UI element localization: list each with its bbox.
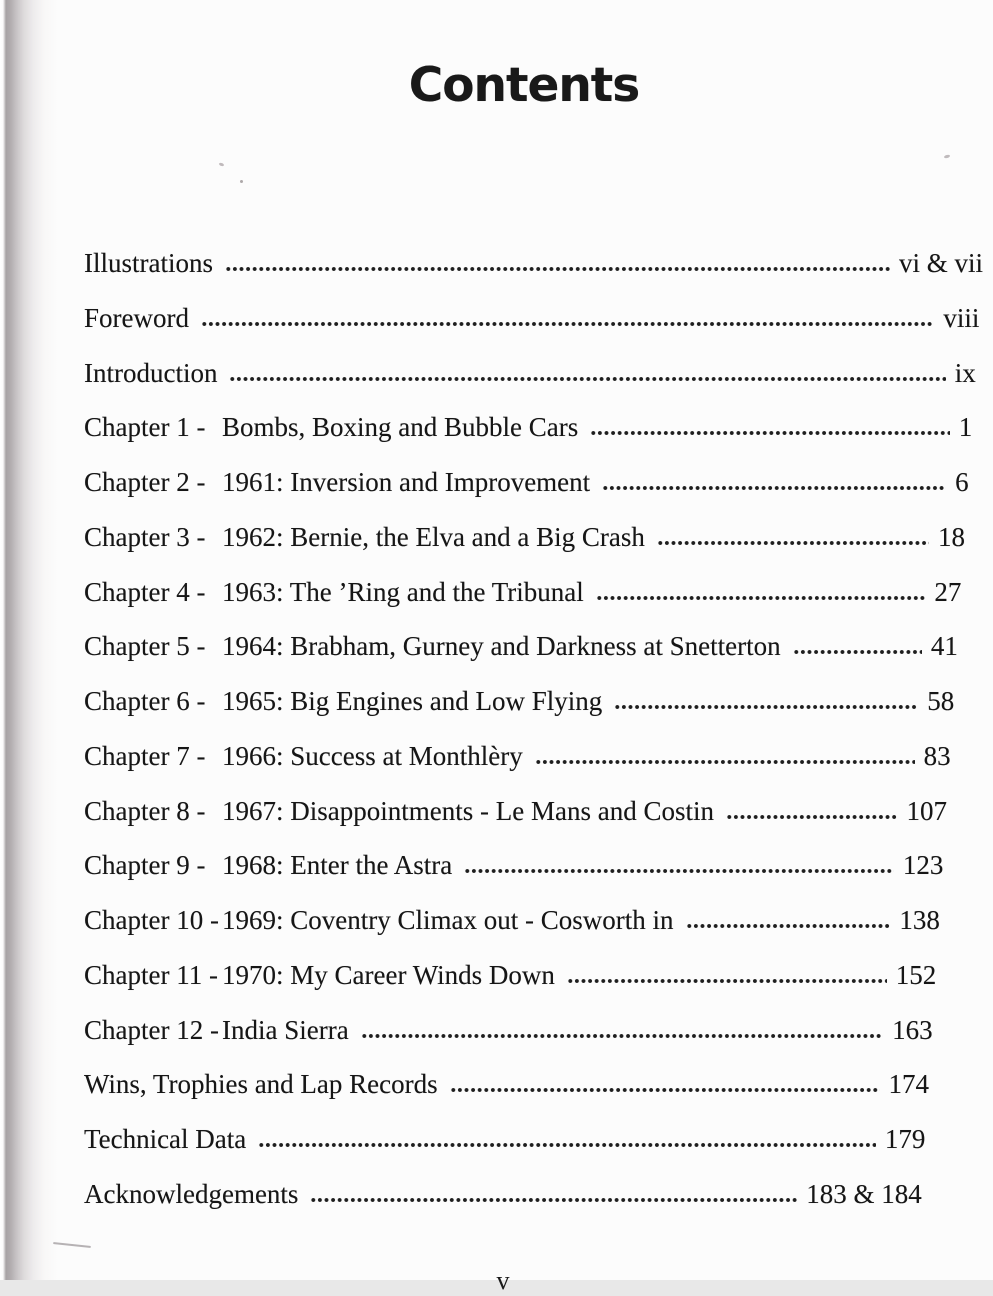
toc-entry bbox=[84, 410, 983, 444]
toc-entry-title: 1963: The ’Ring and the Tribunal bbox=[222, 576, 584, 607]
dot-leader bbox=[590, 415, 949, 436]
dot-leader bbox=[535, 744, 915, 765]
toc-entry bbox=[84, 301, 983, 335]
toc-entry-title: Bombs, Boxing and Bubble Cars bbox=[222, 412, 579, 443]
dot-leader bbox=[614, 689, 918, 710]
toc-entry-title: Technical Data bbox=[84, 1124, 247, 1154]
toc-entry-page: 183 & 184 bbox=[806, 1178, 922, 1209]
table-of-contents bbox=[84, 246, 983, 1211]
dot-leader bbox=[657, 525, 929, 546]
toc-entry bbox=[84, 246, 983, 280]
dot-leader bbox=[602, 470, 946, 491]
toc-entry-title: Acknowledgements bbox=[84, 1178, 299, 1209]
toc-entry bbox=[84, 684, 983, 718]
toc-entry-title: 1961: Inversion and Improvement bbox=[222, 467, 591, 497]
toc-entry bbox=[84, 848, 983, 882]
toc-entry-page: 123 bbox=[902, 850, 944, 881]
page-edge-shadow bbox=[0, 0, 58, 1280]
toc-entry-title: 1969: Coventry Climax out - Cosworth in bbox=[222, 905, 674, 935]
toc-entry-title: India Sierra bbox=[222, 1014, 349, 1045]
toc-entry-page: 58 bbox=[927, 686, 955, 716]
scan-speck bbox=[944, 154, 951, 158]
toc-entry-title: 1967: Disappointments - Le Mans and Costin bbox=[222, 795, 714, 826]
toc-entry-title: Wins, Trophies and Lap Records bbox=[84, 1069, 438, 1100]
toc-entry bbox=[84, 1122, 983, 1156]
toc-entry-title: Introduction bbox=[84, 357, 218, 388]
toc-entry-prefix: Chapter 5 - bbox=[84, 631, 206, 662]
dot-leader bbox=[464, 853, 894, 874]
toc-entry-page: 18 bbox=[938, 521, 965, 552]
dot-leader bbox=[258, 1127, 876, 1148]
toc-entry-page: 179 bbox=[884, 1124, 926, 1154]
toc-entry-prefix: Chapter 8 - bbox=[84, 795, 206, 826]
toc-entry bbox=[84, 1067, 983, 1101]
toc-entry bbox=[84, 465, 983, 499]
dot-leader bbox=[567, 963, 887, 984]
dot-leader bbox=[229, 361, 945, 382]
toc-entry-title: 1962: Bernie, the Elva and a Big Crash bbox=[222, 521, 645, 552]
toc-entry-page: viii bbox=[943, 302, 980, 333]
toc-entry-page: vi & vii bbox=[898, 248, 983, 278]
toc-entry-title: 1970: My Career Winds Down bbox=[222, 959, 555, 990]
toc-entry bbox=[84, 629, 983, 663]
toc-entry-page: 6 bbox=[955, 467, 969, 497]
toc-entry-title: 1964: Brabham, Gurney and Darkness at Snetterton bbox=[222, 631, 781, 662]
toc-entry bbox=[84, 520, 983, 554]
toc-entry bbox=[84, 1013, 983, 1047]
toc-entry-prefix: Chapter 1 - bbox=[84, 412, 206, 443]
toc-entry-page: 138 bbox=[899, 905, 940, 935]
dot-leader bbox=[225, 251, 890, 272]
toc-entry-page: 174 bbox=[888, 1069, 929, 1100]
toc-entry-prefix: Chapter 9 - bbox=[84, 850, 206, 881]
toc-entry-page: 83 bbox=[923, 740, 951, 771]
toc-entry bbox=[84, 794, 983, 828]
toc-entry-prefix: Chapter 2 - bbox=[84, 467, 206, 497]
dot-leader bbox=[686, 908, 891, 929]
toc-entry-prefix: Chapter 6 - bbox=[84, 686, 206, 716]
toc-entry bbox=[84, 356, 983, 390]
toc-entry-page: 152 bbox=[895, 959, 937, 990]
toc-entry bbox=[84, 575, 983, 609]
toc-entry bbox=[84, 739, 983, 773]
toc-entry-title: Foreword bbox=[84, 302, 189, 333]
scan-scratch bbox=[53, 1242, 91, 1248]
toc-entry-title: 1968: Enter the Astra bbox=[222, 850, 453, 881]
toc-entry-prefix: Chapter 3 - bbox=[84, 521, 206, 552]
toc-entry-page: 41 bbox=[930, 631, 958, 662]
dot-leader bbox=[310, 1182, 797, 1203]
dot-leader bbox=[726, 799, 898, 820]
toc-entry-page: 163 bbox=[892, 1014, 933, 1045]
toc-entry-title: 1965: Big Engines and Low Flying bbox=[222, 686, 603, 716]
toc-entry-page: 1 bbox=[958, 412, 973, 443]
footer-page-number: v bbox=[496, 1266, 510, 1295]
toc-entry-prefix: Chapter 11 - bbox=[84, 959, 218, 990]
toc-entry bbox=[84, 1177, 983, 1211]
toc-entry-page: 27 bbox=[934, 576, 962, 607]
dot-leader bbox=[361, 1018, 883, 1039]
toc-entry-prefix: Chapter 4 - bbox=[84, 576, 206, 607]
dot-leader bbox=[793, 634, 922, 655]
dot-leader bbox=[450, 1072, 880, 1093]
dot-leader bbox=[201, 306, 934, 327]
toc-entry bbox=[84, 958, 983, 992]
toc-entry-title: 1966: Success at Monthlèry bbox=[222, 740, 523, 771]
toc-entry-prefix: Chapter 12 - bbox=[84, 1014, 219, 1045]
scan-speck bbox=[240, 180, 243, 183]
scan-speck bbox=[219, 162, 225, 167]
toc-entry-title: Illustrations bbox=[84, 248, 213, 278]
toc-entry bbox=[84, 903, 983, 937]
toc-entry-page: ix bbox=[954, 357, 976, 388]
toc-entry-prefix: Chapter 7 - bbox=[84, 740, 206, 771]
page-title: Contents bbox=[408, 58, 640, 113]
dot-leader bbox=[596, 580, 926, 601]
toc-entry-prefix: Chapter 10 - bbox=[84, 905, 219, 935]
toc-entry-page: 107 bbox=[906, 795, 947, 826]
